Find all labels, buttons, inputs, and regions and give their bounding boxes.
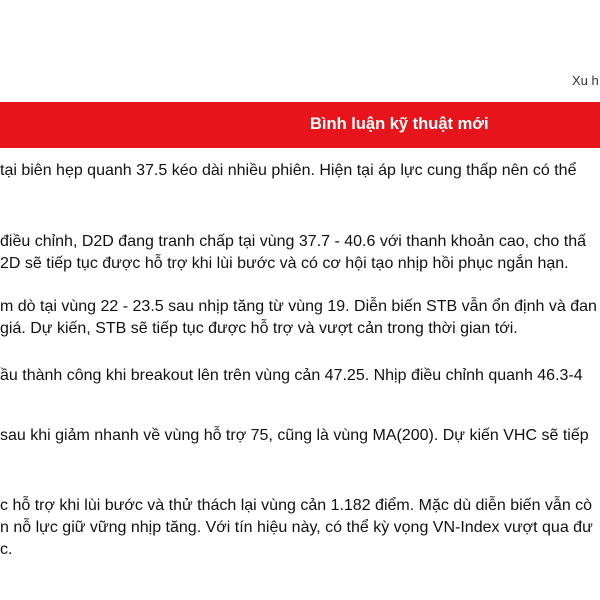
paragraph-line: tại biên hẹp quanh 37.5 kéo dài nhiều phiên. Hiện tại áp lực cung thấp nên có thể — [0, 162, 577, 179]
paragraph-line: giá. Dự kiến, STB sẽ tiếp tục được hỗ trợ và vượt cản trong thời gian tới. — [0, 320, 518, 337]
paragraph-3 — [0, 296, 597, 340]
paragraph-line: ầu thành công khi breakout lên trên vùng cản 47.25. Nhịp điều chỉnh quanh 46.3-4 — [0, 367, 583, 384]
paragraph-5 — [0, 425, 589, 447]
paragraph-2 — [0, 231, 586, 275]
top-right-text: Xu h — [572, 73, 599, 88]
paragraph-line: sau khi giảm nhanh về vùng hỗ trợ 75, cũng là vùng MA(200). Dự kiến VHC sẽ tiếp — [0, 427, 589, 444]
paragraph-line: điều chỉnh, D2D đang tranh chấp tại vùng 37.7 - 40.6 với thanh khoản cao, cho thấ — [0, 233, 586, 250]
paragraph-line: c hỗ trợ khi lùi bước và thử thách lại vùng cản 1.182 điểm. Mặc dù diễn biến vẫn cò — [0, 497, 593, 514]
paragraph-line: c. — [0, 541, 13, 558]
paragraph-6 — [0, 495, 593, 561]
paragraph-1 — [0, 160, 576, 182]
section-banner — [0, 102, 600, 148]
paragraph-line: 2D sẽ tiếp tục được hỗ trợ khi lùi bước và có cơ hội tạo nhịp hồi phục ngắn hạn. — [0, 255, 569, 272]
paragraph-line: m dò tại vùng 22 - 23.5 sau nhịp tăng từ vùng 19. Diễn biến STB vẫn ổn định và đan — [0, 298, 597, 315]
paragraph-4 — [0, 365, 583, 387]
paragraph-line: n nỗ lực giữ vững nhịp tăng. Với tín hiệu này, có thể kỳ vọng VN-Index vượt qua đư — [0, 519, 593, 536]
banner-title: Bình luận kỹ thuật mới — [310, 115, 489, 133]
